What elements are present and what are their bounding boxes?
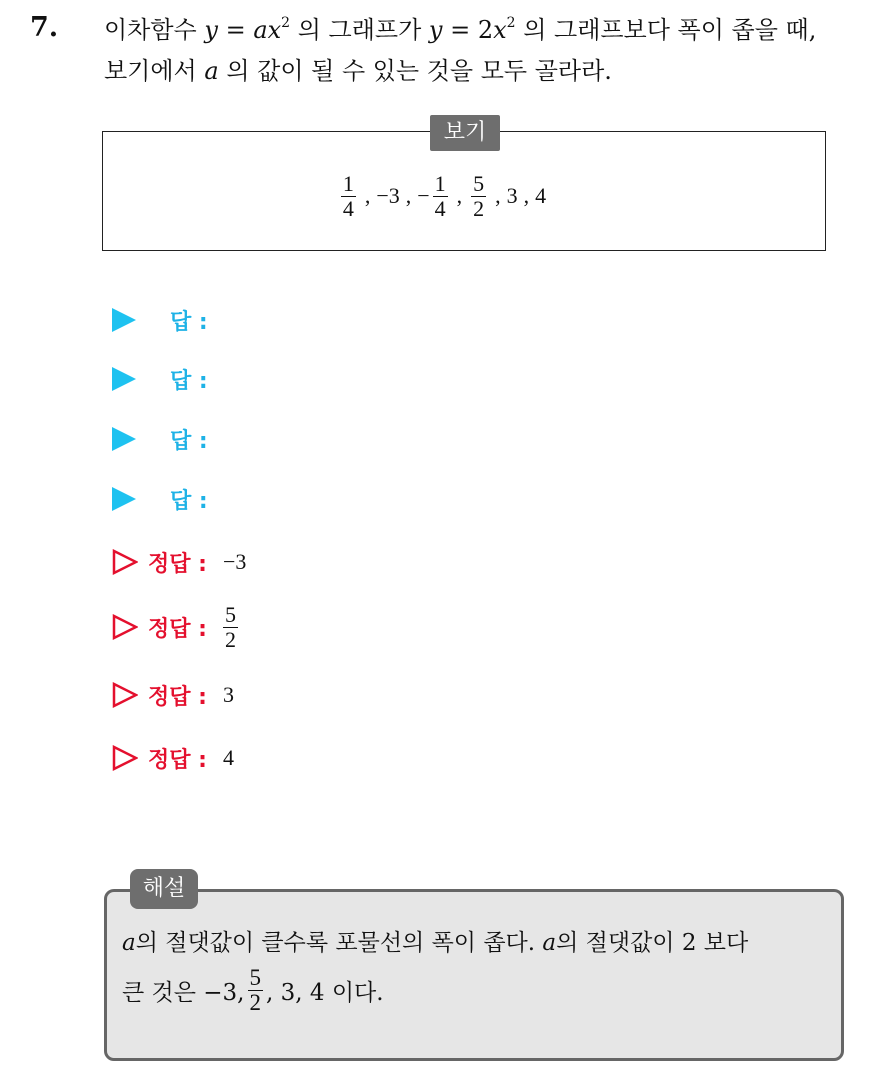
explanation-text: 큰 것은 −3, [122, 980, 245, 1006]
bogi-item: 3 [506, 183, 518, 208]
math-op: = 2 [442, 16, 494, 44]
bogi-item-sign: − [417, 183, 430, 208]
numerator: 1 [434, 170, 446, 196]
bogi-item-fraction [433, 172, 448, 221]
bogi-content [0, 164, 884, 228]
math-var: a [542, 930, 557, 956]
explanation-text: 의 절댓값이 클수록 포물선의 폭이 좁다. [135, 930, 543, 956]
bogi-label: 보기 [430, 115, 500, 151]
question-text: 이차함수 [104, 16, 205, 44]
question-text-line-1 [104, 14, 816, 46]
math-exponent: 2 [281, 15, 291, 31]
correct-label: 정답 : [148, 616, 207, 642]
separator: , [523, 183, 530, 208]
correct-label: 정답 : [148, 551, 207, 577]
bogi-item-fraction [471, 172, 486, 221]
outline-triangle-icon [112, 682, 138, 708]
math-exponent: 2 [506, 15, 516, 31]
question-text: 의 그래프보다 폭이 좁을 때, [515, 16, 817, 44]
answer-label: 답 : [170, 368, 208, 394]
outline-triangle-icon [112, 745, 138, 771]
math-var: a [204, 57, 219, 85]
correct-row-2 [112, 601, 238, 652]
bogi-item-fraction [341, 172, 356, 221]
correct-label: 정답 : [148, 747, 207, 773]
play-triangle-icon [112, 367, 136, 391]
explanation-label: 해설 [130, 869, 198, 909]
correct-row-3 [112, 677, 234, 713]
numerator: 1 [342, 170, 354, 196]
math-var: y [428, 16, 443, 44]
correct-row-1 [112, 544, 246, 580]
bogi-item: 4 [535, 183, 547, 208]
separator: , [405, 183, 412, 208]
denominator: 2 [249, 990, 261, 1015]
correct-value: −3 [222, 549, 247, 574]
question-text-line-2 [104, 55, 612, 87]
denominator: 2 [473, 195, 485, 221]
numerator: 5 [473, 170, 485, 196]
numerator: 5 [224, 601, 236, 627]
explanation-text: , 3, 4 이다. [266, 980, 384, 1006]
question-number: 7. [30, 12, 59, 43]
correct-value: 4 [222, 745, 234, 770]
math-var: a [122, 930, 136, 956]
play-triangle-icon [112, 427, 136, 451]
correct-value-fraction [223, 603, 238, 652]
explanation-line-1 [122, 924, 748, 957]
answer-label: 답 : [170, 488, 208, 514]
answer-row-2[interactable] [112, 361, 208, 397]
math-var: ax [253, 16, 282, 44]
numerator: 5 [249, 965, 261, 990]
explanation-line-2 [122, 966, 384, 1015]
answer-row-1[interactable] [112, 302, 208, 338]
play-triangle-icon [112, 308, 136, 332]
correct-value: 3 [222, 682, 234, 707]
math-op: = [217, 16, 254, 44]
answer-label: 답 : [170, 309, 208, 335]
answer-row-3[interactable] [112, 421, 208, 457]
denominator: 4 [434, 195, 446, 221]
denominator: 2 [224, 626, 236, 652]
answer-row-4[interactable] [112, 481, 208, 517]
answer-label: 답 : [170, 428, 208, 454]
play-triangle-icon [112, 487, 136, 511]
separator: , [456, 183, 463, 208]
separator: , [495, 183, 501, 208]
denominator: 4 [342, 195, 354, 221]
question-text: 의 값이 될 수 있는 것을 모두 골라라. [218, 57, 612, 85]
math-var: x [493, 16, 507, 44]
outline-triangle-icon [112, 614, 138, 640]
question-text: 보기에서 [104, 57, 205, 85]
question-text: 의 그래프가 [290, 16, 429, 44]
outline-triangle-icon [112, 549, 138, 575]
correct-row-4 [112, 740, 234, 776]
explanation-text: 의 절댓값이 2 보다 [556, 930, 749, 956]
explanation-fraction [248, 966, 264, 1015]
correct-label: 정답 : [148, 684, 207, 710]
bogi-item: −3 [376, 183, 400, 208]
math-var: y [204, 16, 218, 44]
separator: , [364, 183, 371, 208]
